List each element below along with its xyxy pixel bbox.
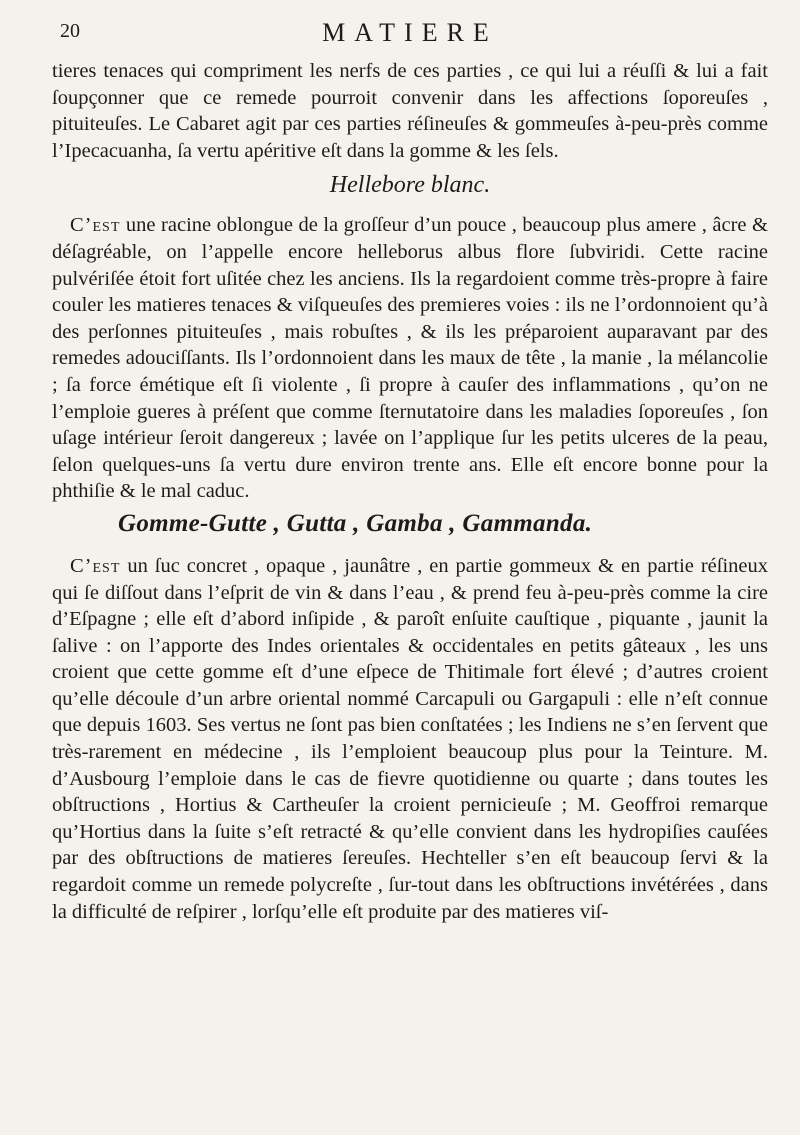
book-page: [52, 18, 768, 925]
page-number: 20: [60, 20, 80, 42]
running-head: [52, 18, 768, 58]
continuation-paragraph: tieres tenaces qui compriment les nerfs de ces parties , ce qui lui a réuſſi & lui a fait ſoupçonner que ce remede pourroit convenir dans les affections ſoporeuſes , pituiteuſes. Le Cabaret agit par ces parties réſineuſes & gommeuſes à-peu-près comme l’Ipecacuanha, ſa vertu apéritive eſt dans la gomme & les ſels.: [52, 60, 768, 162]
gomme-lead-word: C’est: [70, 554, 121, 577]
gomme-gutte-paragraph: [52, 553, 768, 925]
hellebore-paragraph: [52, 212, 768, 505]
hellebore-lead-word: C’est: [70, 214, 121, 237]
heading-hellebore-blanc: Hellebore blanc.: [329, 172, 491, 199]
gomme-body-text: un ſuc concret , opaque , jaunâtre , en partie gommeux & en partie réſineux qui ſe diſſout dans l’eſprit de vin & dans l’eau , & prend feu à-peu-près comme la cire d’Eſpagne ; elle eſt d’abord inſipide , & paroît enſuite cauſtique , piquante , jaunit la ſalive : on l’apporte des Indes orientales & occidentales en petits gâteaux , les uns croient que cette gomme eſt d’une eſpece de Thitimale fort élevé ; d’autres croient qu’elle découle d’un arbre oriental nommé Carcapuli ou Gargapuli : elle n’eſt connue que depuis 1603. Ses vertus ne ſont pas bien conſtatées ; les Indiens ne s’en ſervent que très-rarement en médecine , ils l’emploient beaucoup plus pour la Teinture. M. d’Ausbourg l’emploie dans le cas de fievre quotidienne ou quarte ; dans toutes les obſtructions , Hortius & Cartheuſer la croient pernicieuſe ; M. Geoffroi remarque qu’Hortius dans la ſuite s’eſt retracté & qu’elle convient dans les hydropiſies cauſées par des obſtructions de matieres ſereuſes. Hechteller s’en eſt beaucoup ſervi & la regardoit comme un remede polycreſte , ſur-tout dans les obſtructions invétérées , dans la difficulté de reſpirer , lorſqu’elle eſt produite par des matieres viſ-: [52, 554, 768, 923]
running-title: MATIERE: [322, 18, 498, 47]
hellebore-body-text: une racine oblongue de la groſſeur d’un pouce , beaucoup plus amere , âcre & déſagréable, on l’appelle encore helleborus albus flore ſubviridi. Cette racine pulvériſée étoit fort uſitée chez les anciens. Ils la regardoient comme très-propre à faire couler les matieres tenaces & viſqueuſes des premieres voies : ils ne l’ordonnoient qu’à des perſonnes pituiteuſes , mais robuſtes , & ils les préparoient auparavant par des remedes adouciſſants. Ils l’ordonnoient dans les maux de tête , la manie , la mélancolie ; ſa force émétique eſt ſi violente , ſi propre à cauſer des inflammations , qu’on ne l’emploie gueres à préſent que comme ſternutatoire dans les maladies ſoporeuſes , ſon uſage intérieur ſeroit dangereux ; lavée on l’applique ſur les petits ulceres de la peau, ſelon quelques-uns ſa vertu dure environ trente ans. Elle eſt encore bonne pour la phthiſie & le mal caduc.: [52, 214, 768, 503]
heading-gomme-gutte: Gomme-Gutte , Gutta , Gamba , Gammanda.: [118, 509, 593, 537]
